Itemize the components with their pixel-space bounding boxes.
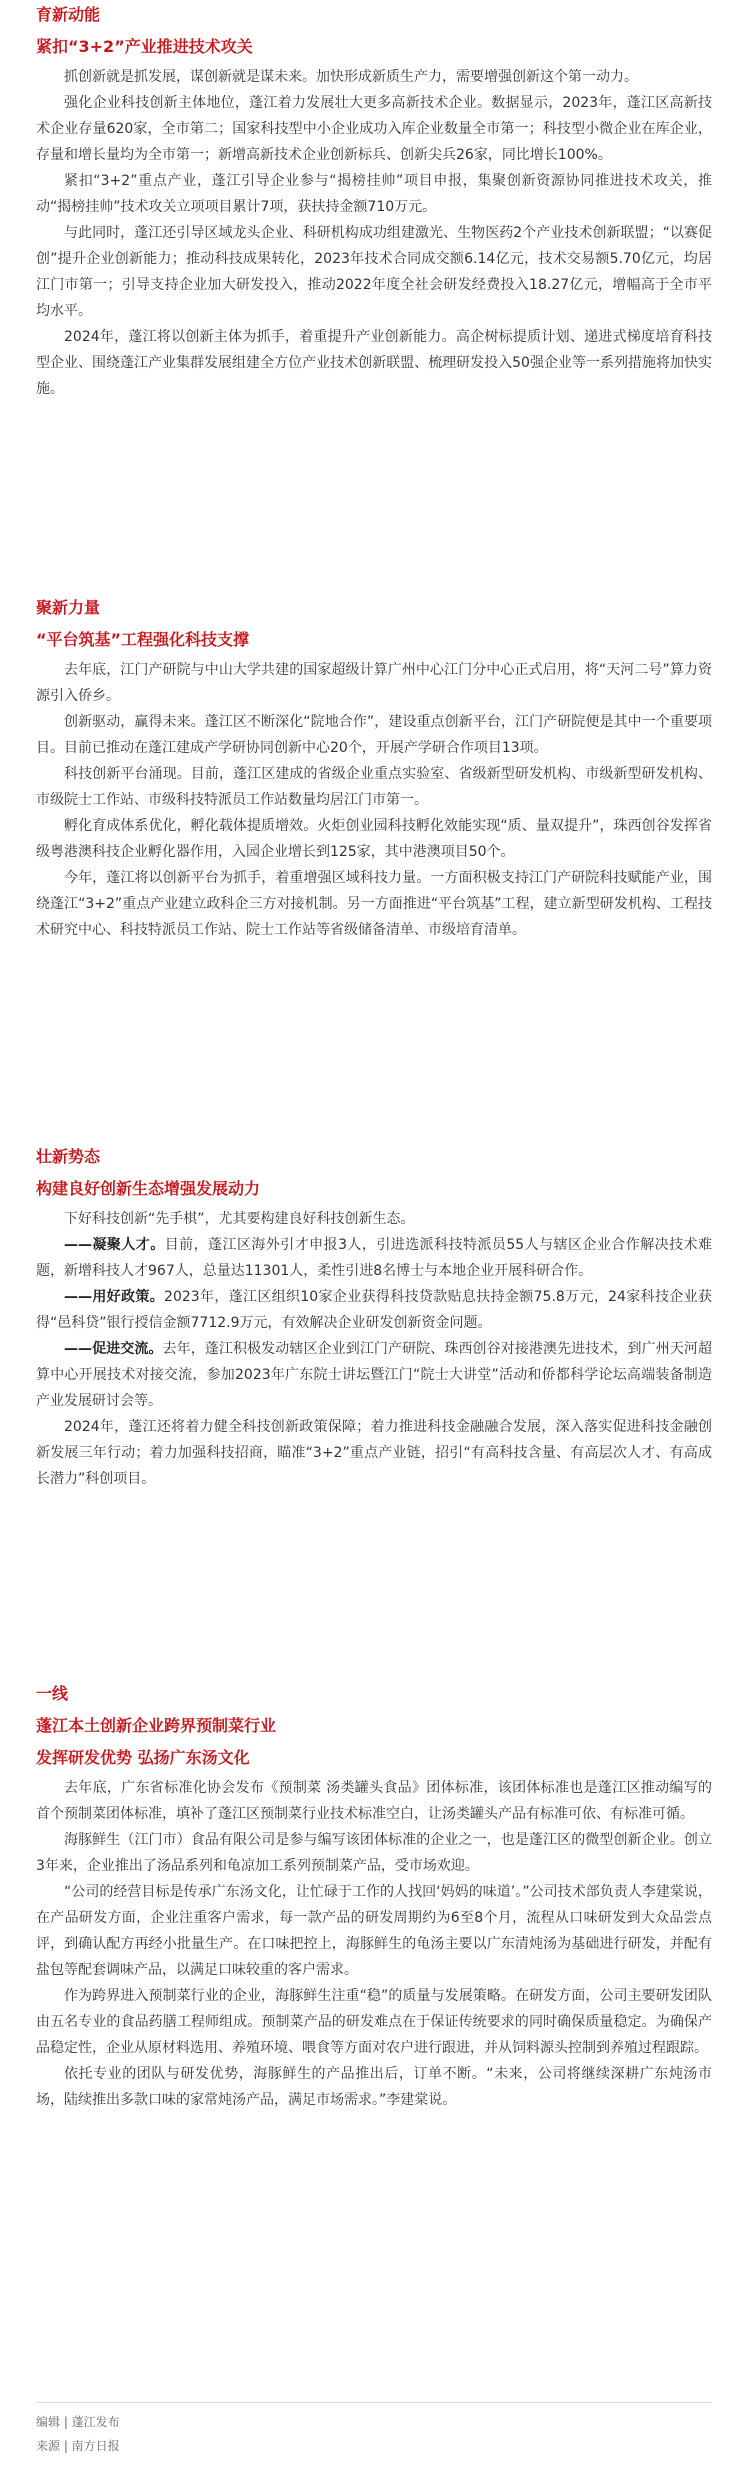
paragraph: 作为跨界进入预制菜行业的企业，海豚鲜生注重“稳”的质量与发展策略。在研发方面，公司主要研发团队由五名专业的食品药膳工程师组成。预制菜产品的研发难点在于保证传统要求的同时确保质量稳定。为确保产品稳定性，企业从原材料选用、养殖环境、喂食等方面对农户进行跟进，并从饲料源头控制到养殖过程跟踪。 — [36, 1988, 712, 2056]
paragraph: 强化企业科技创新主体地位，蓬江着力发展壮大更多高新技术企业。数据显示，2023年，蓬江区高新技术企业存量620家，全市第二；国家科技型中小企业成功入库企业数量全市第一；科技型小微企业在库企业，存量和增长量均为全市第一；新增高新技术企业创新标兵、创新尖兵26家，同比增长100%。 — [36, 95, 712, 163]
paragraph: 海豚鲜生（江门市）食品有限公司是参与编写该团体标准的企业之一，也是蓬江区的微型创新企业。创立3年来，企业推出了汤品系列和龟凉加工系列预制菜产品，受市场欢迎。 — [36, 1832, 712, 1874]
paragraph: 抓创新就是抓发展，谋创新就是谋未来。加快形成新质生产力，需要增强创新这个第一动力。 — [64, 69, 638, 85]
item-lead: ——用好政策。 — [64, 1289, 165, 1305]
section-frontline — [36, 1683, 712, 2113]
paragraph — [36, 1232, 712, 1284]
paragraph — [36, 1284, 712, 1336]
paragraph: 紧扣“3+2”重点产业，蓬江引导企业参与“揭榜挂帅”项目申报，集聚创新资源协同推进技术攻关，推动“揭榜挂帅”技术攻关立项项目累计7项，获扶持金额710万元。 — [36, 173, 712, 215]
item-text: 去年，蓬江积极发动辖区企业到江门产研院、珠西创谷对接港澳先进技术，到广州天河超算中心开展技术对接交流，参加2023年广东院士讲坛暨江门“院士大讲堂”活动和侨都科学论坛高端装备制造产业发展研讨会等。 — [36, 1341, 712, 1409]
section-heading: 紧扣“3+2”产业推进技术攻关 — [36, 37, 253, 56]
paragraph: 去年底，广东省标准化协会发布《预制菜 汤类罐头食品》团体标准，该团体标准也是蓬江区推动编写的首个预制菜团体标准，填补了蓬江区预制菜行业技术标准空白，让汤类罐头产品有标准可依、有标准可循。 — [36, 1780, 712, 1822]
footer — [36, 2412, 712, 2456]
section-heading: 蓬江本土创新企业跨界预制菜行业 — [36, 1716, 277, 1735]
section-label: 壮新势态 — [36, 1147, 101, 1166]
section-label: 一线 — [36, 1684, 69, 1703]
source-credit: 来源 | 南方日报 — [36, 2439, 120, 2453]
item-lead: ——促进交流。 — [64, 1341, 163, 1357]
paragraph: 依托专业的团队与研发优势，海豚鲜生的产品推出后，订单不断。“未来，公司将继续深耕广东炖汤市场，陆续推出多款口味的家常炖汤产品，满足市场需求。”李建棠说。 — [36, 2066, 712, 2108]
section-heading: 构建良好创新生态增强发展动力 — [36, 1179, 261, 1198]
section-subheading: 发挥研发优势 弘扬广东汤文化 — [36, 1748, 250, 1767]
section-label: 育新动能 — [36, 5, 101, 24]
section-power — [36, 597, 712, 943]
footer-divider — [36, 2402, 712, 2403]
section-heading: “平台筑基”工程强化科技支撑 — [36, 630, 250, 649]
editor-credit: 编辑 | 蓬江发布 — [36, 2415, 120, 2429]
item-text: 2023年，蓬江区组织10家企业获得科技贷款贴息扶持金额75.8万元，24家科技企业获得“邑科贷”银行授信金额7712.9万元，有效解决企业研发创新资金问题。 — [36, 1289, 713, 1331]
section-momentum — [36, 1146, 712, 1492]
paragraph: 创新驱动，赢得未来。蓬江区不断深化“院地合作”，建设重点创新平台，江门产研院便是其中一个重要项目。目前已推动在蓬江建成产学研协同创新中心20个，开展产学研合作项目13项。 — [36, 714, 712, 756]
paragraph: 孵化育成体系优化，孵化载体提质增效。火炬创业园科技孵化效能实现“质、量双提升”，珠西创谷发挥省级粤港澳科技企业孵化器作用，入园企业增长到125家，其中港澳项目50个。 — [36, 818, 712, 860]
paragraph: 与此同时，蓬江还引导区域龙头企业、科研机构成功组建激光、生物医药2个产业技术创新联盟；“以赛促创”提升企业创新能力；推动科技成果转化，2023年技术合同成交额6.14亿元，技术交易额5.70亿元，均居江门市第一；引导支持企业加大研发投入，推动2022年度全社会研发经费投入18.27亿元，增幅高于全市平均水平。 — [36, 225, 712, 319]
paragraph: “公司的经营目标是传承广东汤文化，让忙碌于工作的人找回‘妈妈的味道’。”公司技术部负责人李建棠说，在产品研发方面，企业注重客户需求，每一款产品的研发周期约为6至8个月，流程从口味研发到大众品尝点评，到确认配方再经小批量生产。在口味把控上，海豚鲜生的龟汤主要以广东清炖汤为基础进行研发，并配有盐包等配套调味产品，以满足口味较重的客户需求。 — [36, 1884, 712, 1978]
paragraph: 科技创新平台涌现。目前，蓬江区建成的省级企业重点实验室、省级新型研发机构、市级新型研发机构、市级院士工作站、市级科技特派员工作站数量均居江门市第一。 — [36, 766, 712, 808]
paragraph: 下好科技创新“先手棋”，尤其要构建良好科技创新生态。 — [64, 1211, 415, 1227]
paragraph: 去年底，江门产研院与中山大学共建的国家超级计算广州中心江门分中心正式启用，将“天河二号”算力资源引入侨乡。 — [36, 662, 712, 704]
paragraph — [36, 1336, 712, 1414]
item-lead: ——凝聚人才。 — [64, 1237, 165, 1253]
paragraph: 今年，蓬江将以创新平台为抓手，着重增强区域科技力量。一方面积极支持江门产研院科技赋能产业，围绕蓬江“3+2”重点产业建立政科企三方对接机制。另一方面推进“平台筑基”工程，建立新型研发机构、工程技术研究中心、科技特派员工作站、院士工作站等省级储备清单、市级培育清单。 — [36, 870, 712, 938]
item-text: 目前，蓬江区海外引才申报3人，引进选派科技特派员55人与辖区企业合作解决技术难题，新增科技人才967人，总量达11301人，柔性引进8名博士与本地企业开展科研合作。 — [36, 1237, 713, 1279]
section-growth — [36, 4, 712, 402]
paragraph: 2024年，蓬江还将着力健全科技创新政策保障；着力推进科技金融融合发展，深入落实促进科技金融创新发展三年行动；着力加强科技招商，瞄准“3+2”重点产业链，招引“有高科技含量、有高层次人才、有高成长潜力”科创项目。 — [36, 1419, 712, 1487]
paragraph: 2024年，蓬江将以创新主体为抓手，着重提升产业创新能力。高企树标提质计划、递进式梯度培育科技型企业、围绕蓬江产业集群发展组建全方位产业技术创新联盟、梳理研发投入50强企业等一系列措施将加快实施。 — [36, 329, 712, 397]
section-label: 聚新力量 — [36, 598, 101, 617]
